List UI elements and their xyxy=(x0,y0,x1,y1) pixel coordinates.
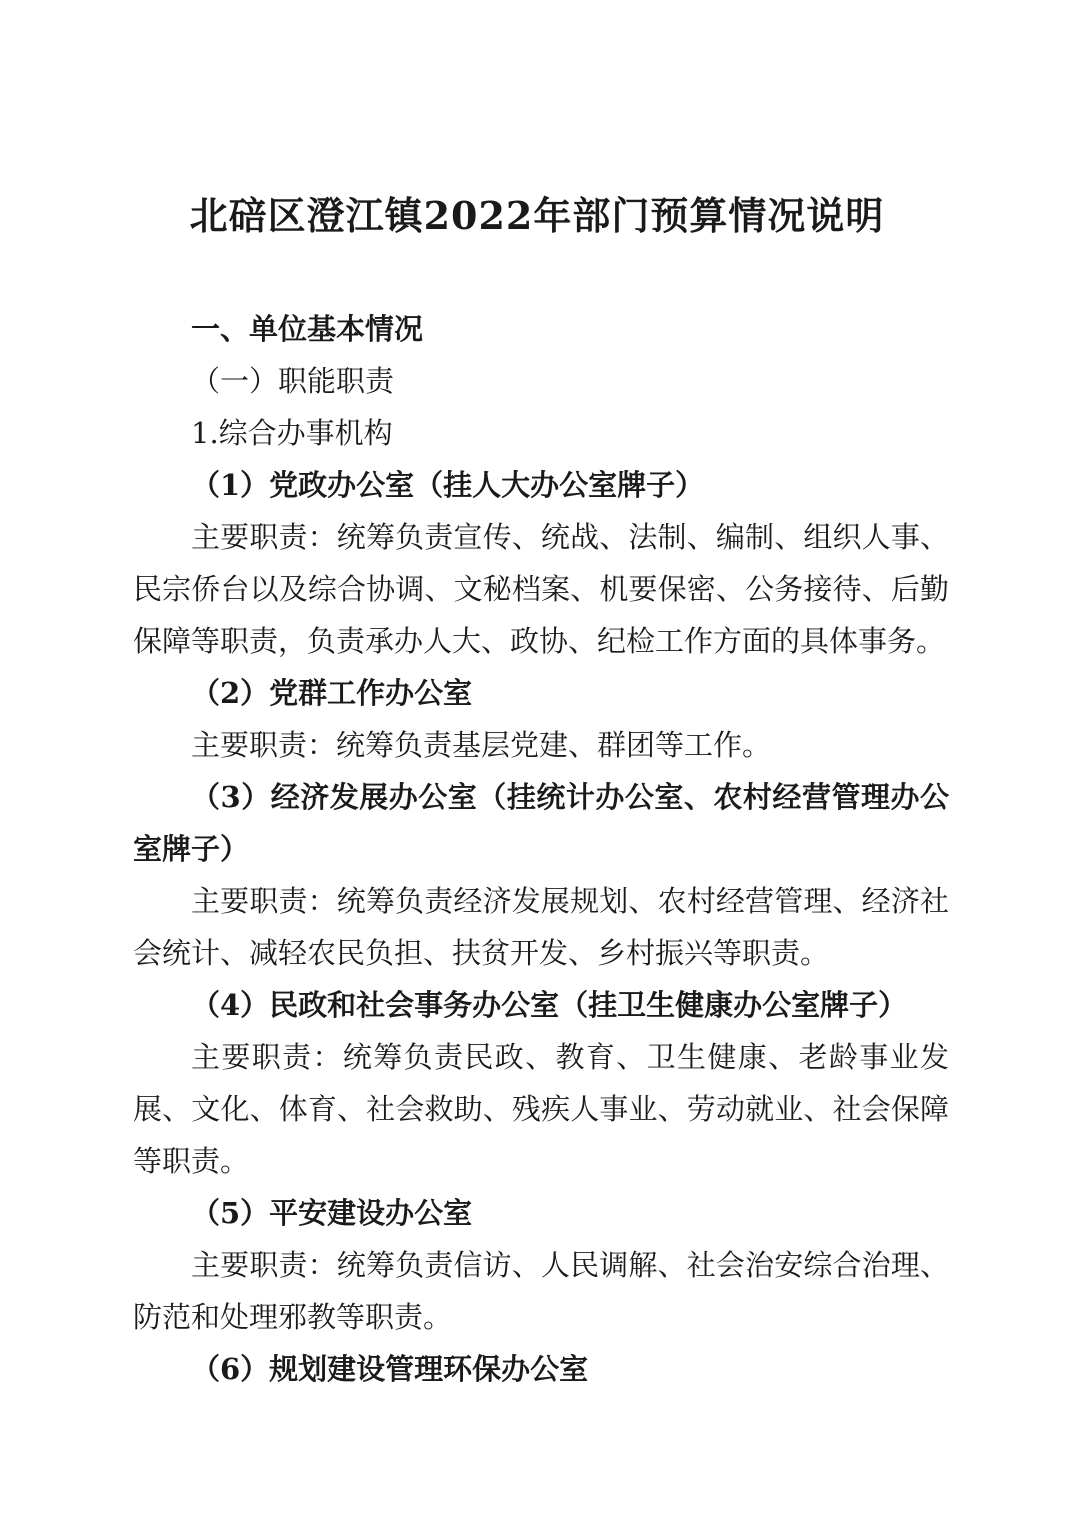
document-title: 北碚区澄江镇2022年部门预算情况说明 xyxy=(189,193,885,238)
subsection-heading: （一）职能职责 xyxy=(191,364,395,398)
office-duties-1: 主要职责：统筹负责宣传、统战、法制、编制、组织人事、民宗侨台以及综合协调、文秘档案、机要保密、公务接待、后勤保障等职责，负责承办人大、政协、纪检工作方面的具体事务。 xyxy=(133,520,949,658)
office-duties-5: 主要职责：统筹负责信访、人民调解、社会治安综合治理、防范和处理邪教等职责。 xyxy=(133,1248,949,1334)
office-heading-4: （4）民政和社会事务办公室（挂卫生健康办公室牌子） xyxy=(191,988,908,1022)
office-heading-2: （2）党群工作办公室 xyxy=(191,676,473,710)
document-body xyxy=(133,303,949,1395)
office-heading-6: （6）规划建设管理环保办公室 xyxy=(191,1352,589,1386)
office-duties-2: 主要职责：统筹负责基层党建、群团等工作。 xyxy=(191,728,772,762)
section-heading-1: 一、单位基本情况 xyxy=(191,312,424,346)
category-heading: 1.综合办事机构 xyxy=(191,416,393,450)
office-heading-5: （5）平安建设办公室 xyxy=(191,1196,473,1230)
office-heading-1: （1）党政办公室（挂人大办公室牌子） xyxy=(191,468,705,502)
office-heading-3: （3）经济发展办公室（挂统计办公室、农村经营管理办公室牌子） xyxy=(133,780,949,866)
office-duties-4: 主要职责：统筹负责民政、教育、卫生健康、老龄事业发展、文化、体育、社会救助、残疾人事业、劳动就业、社会保障等职责。 xyxy=(133,1040,949,1178)
office-duties-3: 主要职责：统筹负责经济发展规划、农村经营管理、经济社会统计、减轻农民负担、扶贫开发、乡村振兴等职责。 xyxy=(133,884,949,970)
